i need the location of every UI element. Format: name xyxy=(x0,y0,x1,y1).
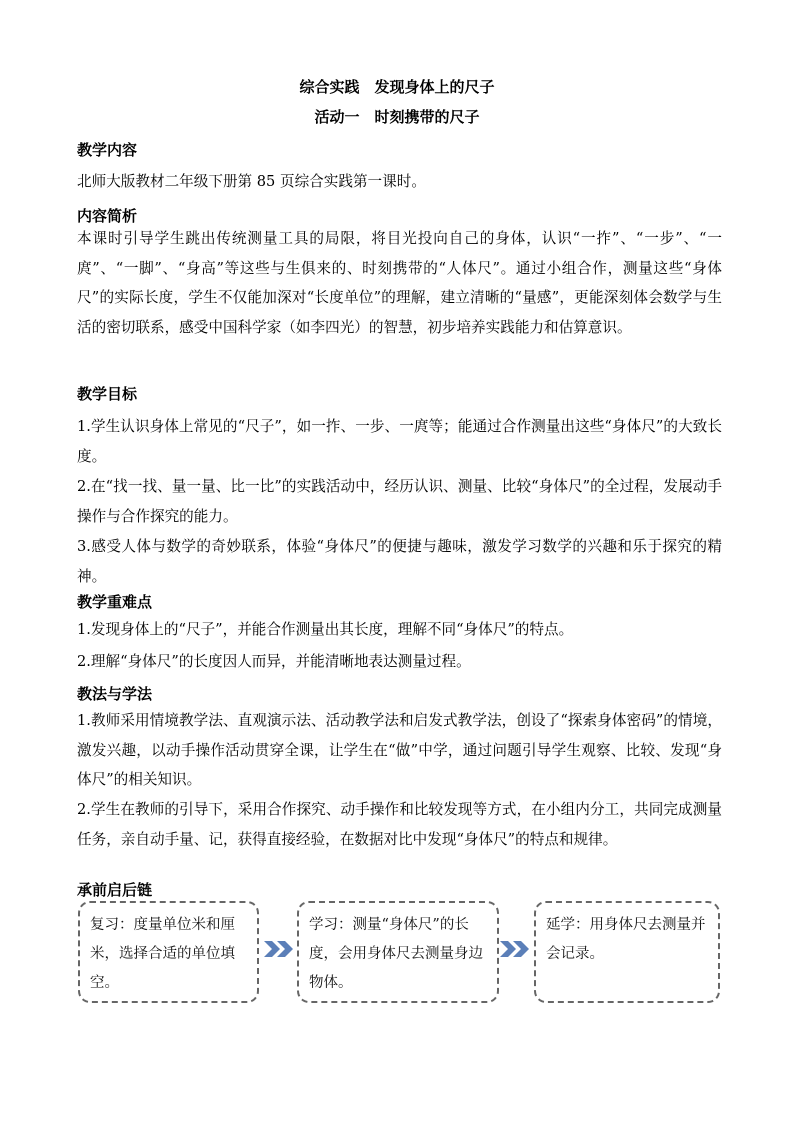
heading-content: 教学内容 xyxy=(77,141,138,159)
heading-methods: 教法与学法 xyxy=(77,685,153,703)
content-text: 北师大版教材二年级下册第 85 页综合实践第一课时。 xyxy=(77,173,426,190)
double-chevron-right-icon xyxy=(498,938,536,960)
goal-item-3: 3.感受人体与数学的奇妙联系，体验“身体尺”的便捷与趣味，激发学习数学的兴趣和乐于探究的精神。 xyxy=(77,538,722,585)
heading-summary: 内容简析 xyxy=(77,207,138,225)
keypoint-item-2: 2.理解“身体尺”的长度因人而异，并能清晰地表达测量过程。 xyxy=(77,653,471,670)
goal-item-2: 2.在“找一找、量一量、比一比”的实践活动中，经历认识、测量、比较“身体尺”的全过程，发展动手操作与合作探究的能力。 xyxy=(77,478,722,525)
chain-box-review: 复习：度量单位米和厘米，选择合适的单位填空。 xyxy=(78,901,259,1003)
double-chevron-right-icon xyxy=(262,938,300,960)
heading-chain: 承前启后链 xyxy=(77,881,153,899)
activity-title: 活动一 时刻携带的尺子 xyxy=(314,108,480,126)
method-item-2: 2.学生在教师的引导下，采用合作探究、动手操作和比较发现等方式，在小组内分工，共同完成测量任务，亲自动手量、记，获得直接经验，在数据对比中发现“身体尺”的特点和规律。 xyxy=(77,801,722,848)
keypoint-item-1: 1.发现身体上的“尺子”，并能合作测量出其长度，理解不同“身体尺”的特点。 xyxy=(77,621,574,638)
page-title: 综合实践 发现身体上的尺子 xyxy=(299,78,495,96)
heading-goals: 教学目标 xyxy=(77,385,138,403)
goal-item-1: 1.学生认识身体上常见的“尺子”，如一拃、一步、一庹等；能通过合作测量出这些“身体尺”的大致长度。 xyxy=(77,418,722,465)
heading-keypoints: 教学重难点 xyxy=(77,593,153,611)
summary-text: 本课时引导学生跳出传统测量工具的局限，将目光投向自己的身体，认识“一拃”、“一步”、“一庹”、“一脚”、“身高”等这些与生俱来的、时刻携带的“人体尺”。通过小组合作，测量这些“身体尺”的实际长度，学生不仅能加深对“长度单位”的理解，建立清晰的“量感”，更能深刻体会数学与生活的密切联系，感受中国科学家（如李四光）的智慧，初步培养实践能力和估算意识。 xyxy=(77,230,722,336)
chain-box-extend: 延学：用身体尺去测量并会记录。 xyxy=(534,901,720,1003)
chain-box-learn: 学习：测量“身体尺”的长度，会用身体尺去测量身边物体。 xyxy=(297,901,499,1003)
method-item-1: 1.教师采用情境教学法、直观演示法、活动教学法和启发式教学法，创设了“探索身体密码”的情境，激发兴趣，以动手操作活动贯穿全课，让学生在“做”中学，通过问题引导学生观察、比较、发现“身体尺”的相关知识。 xyxy=(77,712,722,788)
